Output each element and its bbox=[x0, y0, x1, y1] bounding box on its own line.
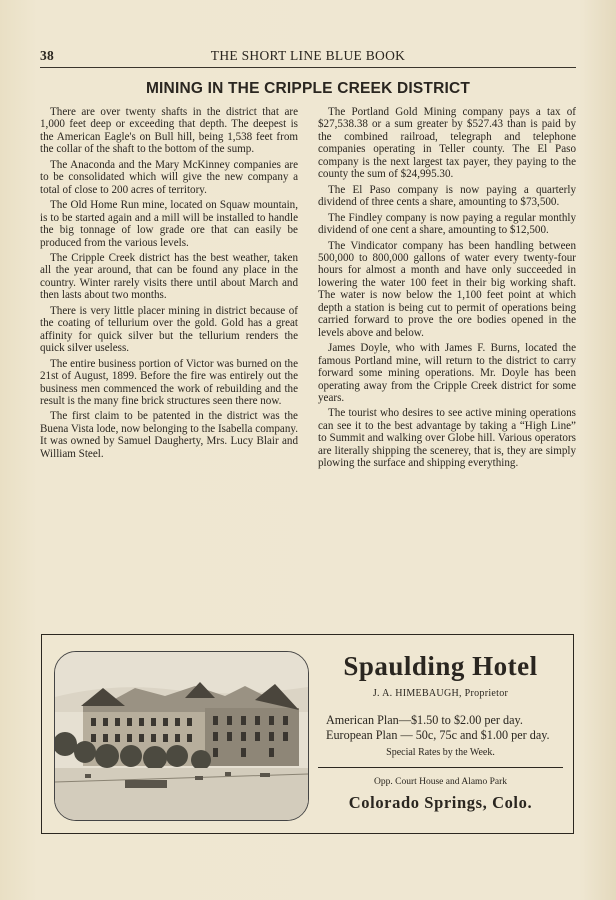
paragraph: The Old Home Run mine, located on Squaw mountain, is to be started again and a mill will be installed to handle the big tonnage of low grade ore that can easily be produced from the various levels. bbox=[40, 199, 298, 249]
header-rule bbox=[40, 67, 576, 68]
hotel-advertisement bbox=[41, 634, 574, 834]
paragraph: The Portland Gold Mining company pays a tax of $27,538.38 or a sum greater by $527.43 than is paid by the combined railroad, telegraph and telephone companies operating in Teller county. The El Paso company is the next largest tax payer, they paying to the county the sum of $24,995.30. bbox=[318, 106, 576, 181]
article-title: MINING IN THE CRIPPLE CREEK DISTRICT bbox=[145, 80, 471, 97]
running-title: THE SHORT LINE BLUE BOOK bbox=[210, 48, 406, 63]
paragraph: The Anaconda and the Mary McKinney companies are to be consolidated which will give the new company a total of close to 200 acres of territory. bbox=[40, 158, 298, 196]
paragraph: The first claim to be patented in the district was the Buena Vista lode, now belonging to the Isabella company. It was owned by Samuel Daugherty, Mrs. Lucy Blair and William Steel. bbox=[40, 410, 298, 460]
hotel-name: Spaulding Hotel bbox=[343, 651, 538, 681]
right-column bbox=[318, 106, 576, 612]
page-header bbox=[40, 48, 576, 66]
paragraph: The Findley company is now paying a regular monthly dividend of one cent a share, amounting to $12,500. bbox=[318, 211, 576, 237]
advertisement-text bbox=[318, 649, 563, 813]
rate-plans: American Plan—$1.50 to $2.00 per day. European Plan — 50c, 75c and $1.00 per day. bbox=[326, 713, 550, 742]
location: Opp. Court House and Alamo Park bbox=[374, 777, 507, 787]
proprietor: J. A. HIMEBAUGH, Proprietor bbox=[372, 688, 509, 699]
paragraph: The tourist who desires to see active mining operations can see it to the best advantage by taking a “High Line” to Summit and walking over Globe hill. Various operators are literally shipping the scenerey, that is, they are simply plowing the surface and shipping everything. bbox=[318, 407, 576, 470]
paragraph: The entire business portion of Victor was burned on the 21st of August, 1899. Before the fire was entirely out the business men commenced the work of rebuilding and the result is the many fine brick structures seen there now. bbox=[40, 357, 298, 407]
special-rates: Special Rates by the Week. bbox=[386, 747, 495, 758]
left-column bbox=[40, 106, 298, 612]
paragraph: The Cripple Creek district has the best weather, taken all the year around, that can be found any place in the country. Winter rarely visits there until about March and then lasts about two months. bbox=[40, 251, 298, 302]
article-body bbox=[40, 106, 576, 612]
paragraph: The Vindicator company has been handling between 500,000 to 800,000 gallons of water every twenty-four hours for almost a month and have only succeeded in lowering the water 100 feet in their big working shaft. The water is now below the 1,100 feet point at which depth a station is being cut to permit of operations being carried forward to prove the ore bodies opened in the levels above and below. bbox=[318, 239, 576, 339]
paragraph: There are over twenty shafts in the district that are 1,000 feet deep or exceeding that depth. The deepest is the American Eagle's on Bull hill, being 1,538 feet from the collar of the shaft to the bottom of the sump. bbox=[40, 106, 298, 156]
divider bbox=[318, 767, 563, 768]
city: Colorado Springs, Colo. bbox=[348, 793, 533, 812]
page-number: 38 bbox=[40, 48, 55, 63]
hotel-building-image bbox=[55, 652, 308, 820]
paragraph: There is very little placer mining in district because of the coating of tellurium over the gold. Gold has a great affinity for quick silver but the tellurium renders the quick silver useless. bbox=[40, 304, 298, 355]
paragraph: James Doyle, who with James F. Burns, located the famous Portland mine, will return to the district to carry forward some mining operations. Mr. Doyle has been operating away from the Cripple Creek district for some years. bbox=[318, 342, 576, 404]
hotel-illustration bbox=[54, 651, 309, 821]
paragraph: The El Paso company is now paying a quarterly dividend of three cents a share, amounting to $73,500. bbox=[318, 183, 576, 209]
